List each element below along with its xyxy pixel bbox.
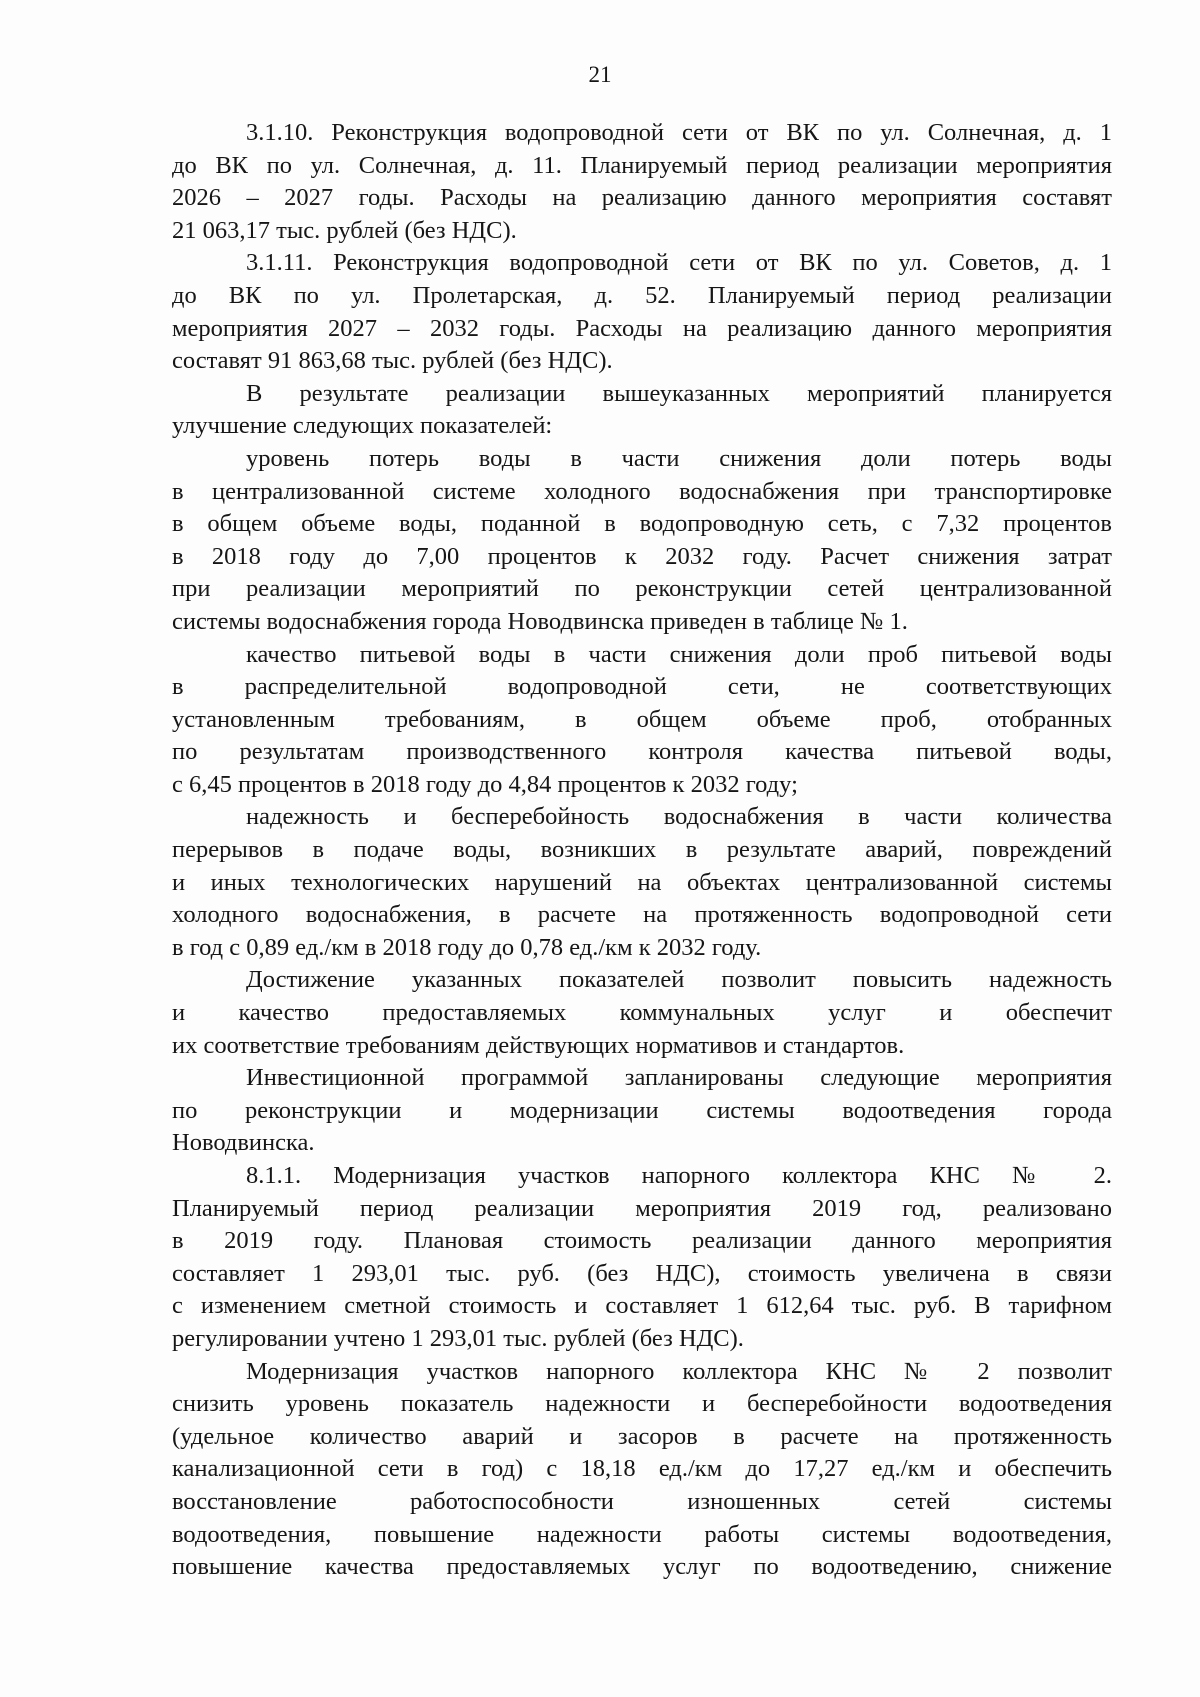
paragraph-achievement (172, 964, 1112, 1062)
paragraph-water-loss (172, 443, 1112, 639)
text-line: в год с 0,89 ед./км в 2018 году до 0,78 ед./км к 2032 году. (172, 933, 762, 961)
text-line: (удельное количество аварий и засоров в расчете на протяженность (172, 1422, 1112, 1450)
paragraph-water-quality (172, 639, 1112, 802)
text-line: и иных технологических нарушений на объектах централизованной системы (172, 868, 1112, 896)
page-number: 21 (588, 62, 612, 87)
paragraph-results-intro (172, 378, 1112, 443)
paragraph-sewerage-intro (172, 1062, 1112, 1160)
paragraph-3-1-11 (172, 247, 1112, 377)
paragraph-3-1-10 (172, 117, 1112, 247)
text-line: Достижение указанных показателей позволит повысить надежность (246, 966, 1112, 994)
text-line: регулировании учтено 1 293,01 тыс. рублей (без НДС). (172, 1324, 744, 1352)
paragraph-8-1-1 (172, 1160, 1112, 1356)
text-line: до ВК по ул. Солнечная, д. 11. Планируемый период реализации мероприятия (172, 151, 1112, 179)
text-line: в общем объеме воды, поданной в водопроводную сеть, с 7,32 процентов (172, 510, 1112, 538)
text-line: 3.1.11. Реконструкция водопроводной сети от ВК по ул. Советов, д. 1 (246, 249, 1112, 277)
text-line: надежность и бесперебойность водоснабжения в части количества (246, 803, 1112, 831)
text-line: 3.1.10. Реконструкция водопроводной сети от ВК по ул. Солнечная, д. 1 (246, 119, 1112, 146)
text-line: системы водоснабжения города Новодвинска приведен в таблице № 1. (172, 607, 908, 635)
text-line: по реконструкции и модернизации системы водоотведения города (172, 1096, 1112, 1124)
text-line: восстановление работоспособности изношенных сетей системы (172, 1487, 1112, 1515)
text-line: составляет 1 293,01 тыс. руб. (без НДС), стоимость увеличена в связи (172, 1259, 1112, 1287)
text-line: канализационной сети в год) с 18,18 ед./км до 17,27 ед./км и обеспечить (172, 1455, 1112, 1483)
paragraph-water-reliability (172, 801, 1112, 964)
text-line: холодного водоснабжения, в расчете на протяженность водопроводной сети (172, 901, 1112, 929)
text-line: Планируемый период реализации мероприятия 2019 год, реализовано (172, 1194, 1112, 1222)
text-line: мероприятия 2027 – 2032 годы. Расходы на реализацию данного мероприятия (172, 314, 1112, 342)
text-line: перерывов в подаче воды, возникших в результате аварий, повреждений (172, 836, 1112, 864)
text-line: в распределительной водопроводной сети, не соответствующих (172, 673, 1112, 701)
text-line: при реализации мероприятий по реконструкции сетей централизованной (172, 575, 1112, 603)
text-line: уровень потерь воды в части снижения доли потерь воды (246, 444, 1112, 472)
text-line: 2026 – 2027 годы. Расходы на реализацию данного мероприятия составят (172, 184, 1112, 212)
paragraph-kns-modernization (172, 1356, 1112, 1584)
text-line: в централизованной системе холодного водоснабжения при транспортировке (172, 477, 1112, 505)
text-line: 21 063,17 тыс. рублей (без НДС). (172, 216, 517, 244)
text-line: снизить уровень показатель надежности и бесперебойности водоотведения (172, 1390, 1112, 1418)
text-line: по результатам производственного контроля качества питьевой воды, (172, 738, 1112, 766)
document-body (172, 117, 1112, 1584)
text-line: повышение качества предоставляемых услуг по водоотведению, снижение (172, 1553, 1112, 1581)
text-line: Новодвинска. (172, 1129, 315, 1157)
text-line: в 2019 году. Плановая стоимость реализации данного мероприятия (172, 1227, 1112, 1255)
text-line: Инвестиционной программой запланированы следующие мероприятия (246, 1064, 1112, 1092)
text-line: до ВК по ул. Пролетарская, д. 52. Планируемый период реализации (172, 281, 1112, 309)
text-line: качество питьевой воды в части снижения доли проб питьевой воды (246, 640, 1112, 668)
text-line: 8.1.1. Модернизация участков напорного коллектора КНС № 2. (246, 1162, 1112, 1189)
text-line: с изменением сметной стоимость и составляет 1 612,64 тыс. руб. В тарифном (172, 1292, 1112, 1320)
text-line: улучшение следующих показателей: (172, 412, 553, 440)
text-line: с 6,45 процентов в 2018 году до 4,84 процентов к 2032 году; (172, 770, 798, 798)
text-line: и качество предоставляемых коммунальных услуг и обеспечит (172, 999, 1112, 1027)
text-line: В результате реализации вышеуказанных мероприятий планируется (246, 379, 1112, 407)
text-line: Модернизация участков напорного коллектора КНС № 2 позволит (246, 1357, 1112, 1385)
text-line: составят 91 863,68 тыс. рублей (без НДС). (172, 347, 613, 375)
text-line: водоотведения, повышение надежности работы системы водоотведения, (172, 1520, 1112, 1548)
text-line: в 2018 году до 7,00 процентов к 2032 году. Расчет снижения затрат (172, 542, 1112, 570)
text-line: установленным требованиям, в общем объеме проб, отобранных (172, 705, 1112, 733)
text-line: их соответствие требованиям действующих нормативов и стандартов. (172, 1031, 905, 1059)
